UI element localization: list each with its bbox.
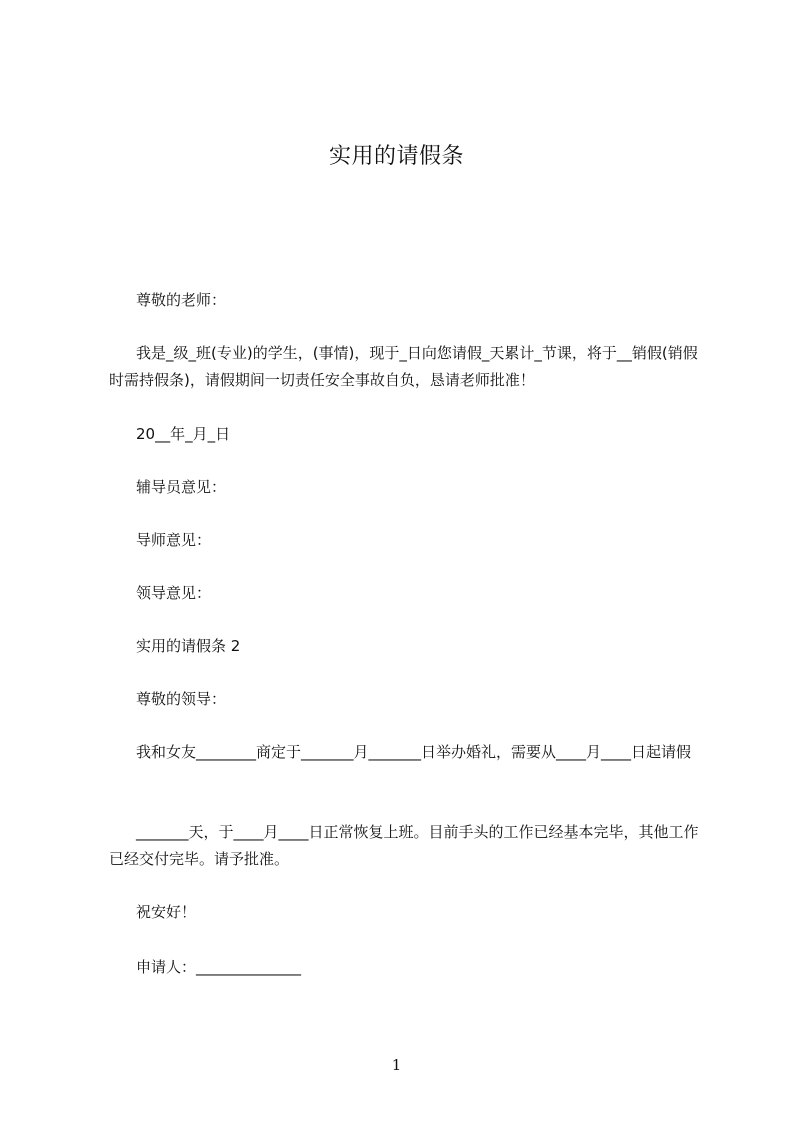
counselor-opinion-label: 辅导员意见： <box>136 478 227 496</box>
return-to-work-body: _______天，于____月____日正常恢复上班。目前手头的工作已经基本完毕，其他工作已经交付完毕。请予批准。 <box>109 823 699 868</box>
closing-greeting: 祝安好！ <box>136 903 197 921</box>
section-heading-2: 实用的请假条 2 <box>136 637 241 655</box>
applicant-signature-line: 申请人：______________ <box>136 958 302 976</box>
leader-opinion-label: 领导意见： <box>136 584 212 602</box>
leave-request-body: 我是_级_班(专业)的学生，(事情)，现于_日向您请假_天累计_节课，将于__销假(销假时需持假条)，请假期间一切责任安全事故自负，恳请老师批准！ <box>109 344 698 389</box>
page-number: 1 <box>391 1056 402 1074</box>
advisor-opinion-label: 导师意见： <box>136 531 212 549</box>
date-line: 20__年_月_日 <box>136 425 231 443</box>
document-title: 实用的请假条 <box>328 144 464 169</box>
wedding-leave-body: 我和女友________商定于_______月_______日举办婚礼，需要从____月____日起请假 <box>136 743 692 761</box>
salutation-leader: 尊敬的领导： <box>136 690 227 708</box>
salutation-teacher: 尊敬的老师： <box>136 291 227 309</box>
